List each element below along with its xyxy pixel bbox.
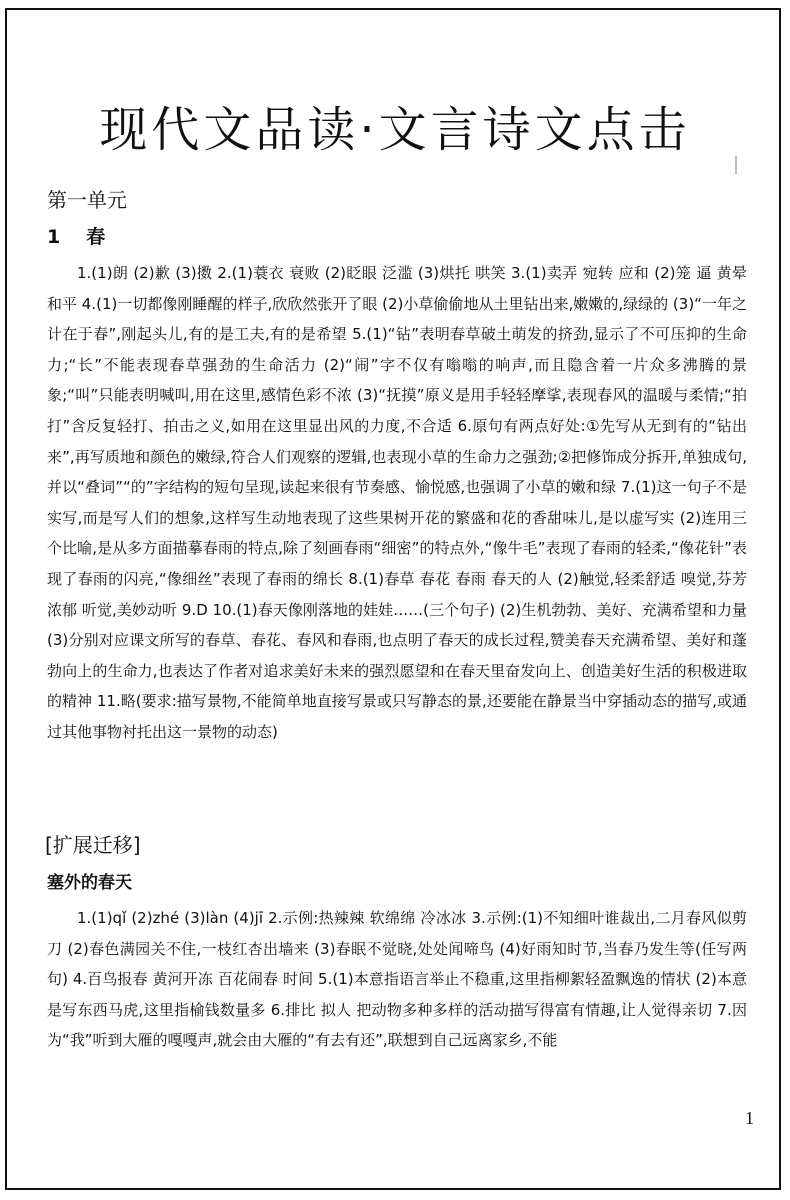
section-heading-extension: [扩展迁移] (45, 833, 141, 857)
extension-subtitle: 塞外的春天 (47, 873, 132, 893)
page-number: 1 (745, 1108, 754, 1128)
page-title: 现代文品读·文言诗文点击 (99, 102, 691, 158)
lesson-title: 春 (86, 226, 106, 248)
lesson-heading (47, 224, 105, 250)
lesson-number: 1 (47, 226, 61, 248)
unit-heading: 第一单元 (47, 188, 127, 212)
scan-speck (735, 156, 737, 174)
answer-block-spring: 1.(1)朗 (2)歉 (3)擞 2.(1)蓑衣 衰败 (2)眨眼 泛滥 (3)烘托 哄笑 3.(1)卖弄 宛转 应和 (2)笼 逼 黄晕 和平 4.(1)一切都像刚睡醒的样子,欣欣然张开了眼 (2)小草偷偷地从土里钻出来,嫩嫩的,绿绿的 (3)“一年之计在于春”,刚起头儿,有的是工夫,有的是希望 5.(1)“钻”表明春草破土萌发的挤劲,显示了不可压抑的生命力;“长”不能表现春草强劲的生命活力 (2)“闹”字不仅有嗡嗡的响声,而且隐含着一片众多沸腾的景象;“叫”只能表明喊叫,用在这里,感情色彩不浓 (3)“抚摸”原义是用手轻轻摩挲,表现春风的温暖与柔情;“拍打”含反复轻打、拍击之义,如用在这里显出风的力度,不合适 6.原句有两点好处:①先写从无到有的“钻出来”,再写质地和颜色的嫩绿,符合人们观察的逻辑,也表现小草的生命力之强劲;②把修饰成分拆开,单独成句,并以“叠词”“的”字结构的短句呈现,读起来很有节奏感、愉悦感,也强调了小草的嫩和绿 7.(1)这一句子不是实写,而是写人们的想象,这样写生动地表现了这些果树开花的繁盛和花的香甜味儿,是以虚写实 (2)连用三个比喻,是从多方面描摹春雨的特点,除了刻画春雨“细密”的特点外,“像牛毛”表现了春雨的轻柔,“像花针”表现了春雨的闪亮,“像细丝”表现了春雨的绵长 8.(1)春草 春花 春雨 春天的人 (2)触觉,轻柔舒适 嗅觉,芬芳浓郁 听觉,美妙动听 9.D 10.(1)春天像刚落地的娃娃……(三个句子) (2)生机勃勃、美好、充满希望和力量 (3)分别对应课文所写的春草、春花、春风和春雨,也点明了春天的成长过程,赞美春天充满希望、美好和蓬勃向上的生命力,也表达了作者对追求美好未来的强烈愿望和在春天里奋发向上、创造美好生活的积极进取的精神 11.略(要求:描写景物,不能简单地直接写景或只写静态的景,还要能在静景当中穿插动态的描写,或通过其他事物衬托出这一景物的动态) (47, 264, 747, 741)
answer-block-extension: 1.(1)qǐ (2)zhé (3)làn (4)jī 2.示例:热辣辣 软绵绵 冷冰冰 3.示例:(1)不知细叶谁裁出,二月春风似剪刀 (2)春色满园关不住,一枝红杏出墙来 (3)春眠不觉晓,处处闻啼鸟 (4)好雨知时节,当春乃发生等(任写两句) 4.百鸟报春 黄河开冻 百花闹春 时间 5.(1)本意指语言举止不稳重,这里指柳絮轻盈飘逸的情状 (2)本意是写东西马虎,这里指榆钱数量多 6.排比 拟人 把动物多种多样的活动描写得富有情趣,让人觉得亲切 7.因为“我”听到大雁的嘎嘎声,就会由大雁的“有去有还”,联想到自己远离家乡,不能 (47, 909, 747, 1050)
